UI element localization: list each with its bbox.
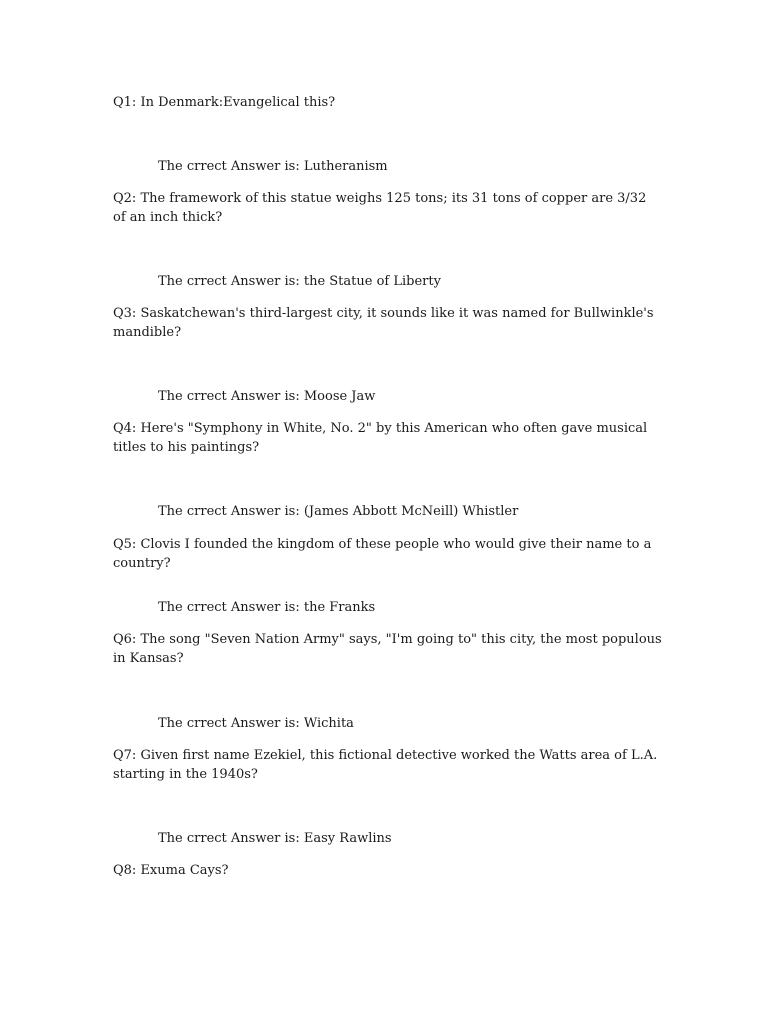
question-4: Q4: Here's "Symphony in White, No. 2" by this American who often gave musical titles to his paintings? (113, 421, 648, 455)
answer-1: The crrect Answer is: Lutheranism (158, 159, 388, 174)
question-6: Q6: The song "Seven Nation Army" says, "I'm going to" this city, the most populous in Kansas? (113, 632, 662, 666)
question-8: Q8: Exuma Cays? (113, 863, 229, 878)
answer-3: The crrect Answer is: Moose Jaw (158, 389, 376, 404)
answer-7: The crrect Answer is: Easy Rawlins (158, 831, 392, 846)
question-5: Q5: Clovis I founded the kingdom of these people who would give their name to a country? (113, 537, 652, 571)
question-7: Q7: Given first name Ezekiel, this fictional detective worked the Watts area of L.A. starting in the 1940s? (113, 748, 658, 782)
answer-5: The crrect Answer is: the Franks (158, 600, 376, 615)
question-3: Q3: Saskatchewan's third-largest city, it sounds like it was named for Bullwinkle's mandible? (113, 306, 654, 340)
question-2: Q2: The framework of this statue weighs 125 tons; its 31 tons of copper are 3/32 of an inch thick? (113, 191, 647, 225)
question-1: Q1: In Denmark:Evangelical this? (113, 95, 336, 110)
answer-4: The crrect Answer is: (James Abbott McNeill) Whistler (158, 504, 519, 519)
answer-6: The crrect Answer is: Wichita (158, 716, 354, 731)
answer-2: The crrect Answer is: the Statue of Liberty (158, 274, 441, 289)
